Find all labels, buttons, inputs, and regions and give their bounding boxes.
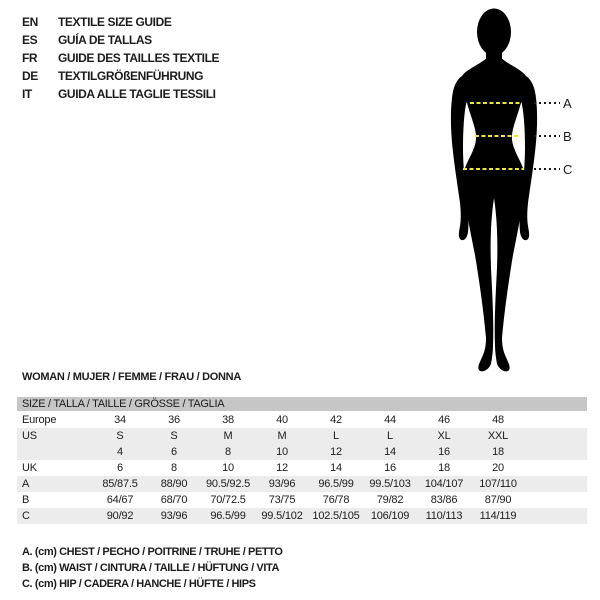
size-cell: 96.5/99 — [318, 478, 354, 490]
size-cell: 83/86 — [430, 494, 458, 506]
size-cell: L — [387, 430, 393, 442]
size-cell: 12 — [276, 462, 288, 474]
section-title: WOMAN / MUJER / FEMME / FRAU / DONNA — [22, 371, 241, 383]
size-cell: L — [333, 430, 339, 442]
size-cell: 46 — [438, 414, 450, 426]
size-cell: 20 — [492, 462, 504, 474]
legend-line: B. (cm) WAIST / CINTURA / TAILLE / HÜFTUNG / VITA — [22, 562, 280, 574]
table-row — [17, 444, 587, 460]
size-cell: 68/70 — [160, 494, 188, 506]
size-cell: 16 — [438, 446, 450, 458]
table-row — [17, 492, 587, 508]
language-code: DE — [22, 69, 38, 83]
chest-label: A — [563, 96, 572, 111]
size-cell: 40 — [276, 414, 288, 426]
pointer-dots — [534, 103, 560, 169]
size-cell: 93/96 — [268, 478, 296, 490]
language-label: TEXTILE SIZE GUIDE — [58, 15, 172, 29]
size-cell: 8 — [225, 446, 231, 458]
size-cell: 18 — [492, 446, 504, 458]
legend-line: A. (cm) CHEST / PECHO / POITRINE / TRUHE / PETTO — [22, 546, 283, 558]
language-code: IT — [22, 87, 32, 101]
language-list — [22, 13, 219, 103]
size-cell: M — [277, 430, 287, 442]
language-row — [22, 85, 219, 103]
language-label: GUÍA DE TALLAS — [58, 33, 152, 47]
language-code: FR — [22, 51, 38, 65]
language-label: TEXTILGRÖßENFÜHRUNG — [58, 69, 204, 83]
left-arm — [451, 76, 469, 240]
size-cell: 4 — [117, 446, 123, 458]
size-cell: S — [170, 430, 178, 442]
language-row — [22, 67, 219, 85]
size-cell: 42 — [330, 414, 342, 426]
size-cell: 76/78 — [322, 494, 350, 506]
size-cell: 102.5/105 — [312, 510, 360, 522]
woman-silhouette-graphic — [420, 0, 600, 390]
size-cell: 8 — [171, 462, 177, 474]
size-cell: 44 — [384, 414, 396, 426]
size-figure — [420, 0, 600, 390]
row-label: C — [22, 510, 30, 522]
size-cell: 99.5/103 — [369, 478, 411, 490]
row-label: UK — [22, 462, 37, 474]
size-cell: 73/75 — [268, 494, 296, 506]
size-cell: 14 — [384, 446, 396, 458]
size-cell: 10 — [276, 446, 288, 458]
language-label: GUIDE DES TAILLES TEXTILE — [58, 51, 220, 65]
size-cell: 16 — [384, 462, 396, 474]
size-cell: 85/87.5 — [102, 478, 138, 490]
language-code: ES — [22, 33, 38, 47]
language-code: EN — [22, 15, 38, 29]
size-cell: 64/67 — [106, 494, 134, 506]
row-label: A — [22, 478, 30, 490]
size-cell: 6 — [171, 446, 177, 458]
size-cell: 104/107 — [424, 478, 464, 490]
size-cell: 79/82 — [376, 494, 404, 506]
waist-label: B — [563, 129, 572, 144]
woman-silhouette — [451, 9, 537, 372]
size-cell: 114/119 — [479, 510, 517, 522]
size-cell: 88/90 — [160, 478, 188, 490]
size-cell: 93/96 — [160, 510, 188, 522]
size-cell: 18 — [438, 462, 450, 474]
legend-line: C. (cm) HIP / CADERA / HANCHE / HÜFTE / HIPS — [22, 578, 256, 590]
size-cell: 107/110 — [479, 478, 517, 490]
language-row — [22, 13, 219, 31]
size-cell: 70/72.5 — [210, 494, 246, 506]
size-cell: 106/109 — [370, 510, 410, 522]
size-cell: 10 — [222, 462, 234, 474]
language-row — [22, 31, 219, 49]
size-cell: 6 — [117, 462, 123, 474]
row-label: Europe — [22, 414, 57, 426]
size-cell: 34 — [114, 414, 126, 426]
right-arm — [520, 76, 538, 240]
language-label: GUIDA ALLE TAGLIE TESSILI — [58, 87, 216, 101]
table-row — [17, 460, 587, 476]
table-row — [17, 428, 587, 444]
size-cell: XXL — [487, 430, 509, 442]
size-cell: 99.5/102 — [261, 510, 303, 522]
size-cell: 96.5/99 — [210, 510, 246, 522]
size-table-body — [17, 412, 587, 524]
size-table-header: SIZE / TALLA / TAILLE / GRÖSSE / TAGLIA — [17, 397, 587, 411]
size-cell: 90/92 — [106, 510, 134, 522]
size-cell: XL — [437, 430, 451, 442]
size-cell: S — [116, 430, 124, 442]
size-cell: 87/90 — [484, 494, 512, 506]
size-cell: 90.5/92.5 — [205, 478, 251, 490]
size-cell: M — [223, 430, 233, 442]
hip-label: C — [563, 162, 573, 177]
table-row — [17, 508, 587, 524]
row-label: US — [22, 430, 37, 442]
size-cell: 12 — [330, 446, 342, 458]
table-row — [17, 476, 587, 492]
size-cell: 110/113 — [425, 510, 463, 522]
table-row — [17, 412, 587, 428]
row-label: B — [22, 494, 30, 506]
size-cell: 36 — [168, 414, 180, 426]
measurement-legend — [22, 544, 283, 592]
language-row — [22, 49, 219, 67]
size-cell: 14 — [330, 462, 342, 474]
size-table — [17, 397, 587, 524]
size-cell: 48 — [492, 414, 504, 426]
size-cell: 38 — [222, 414, 234, 426]
